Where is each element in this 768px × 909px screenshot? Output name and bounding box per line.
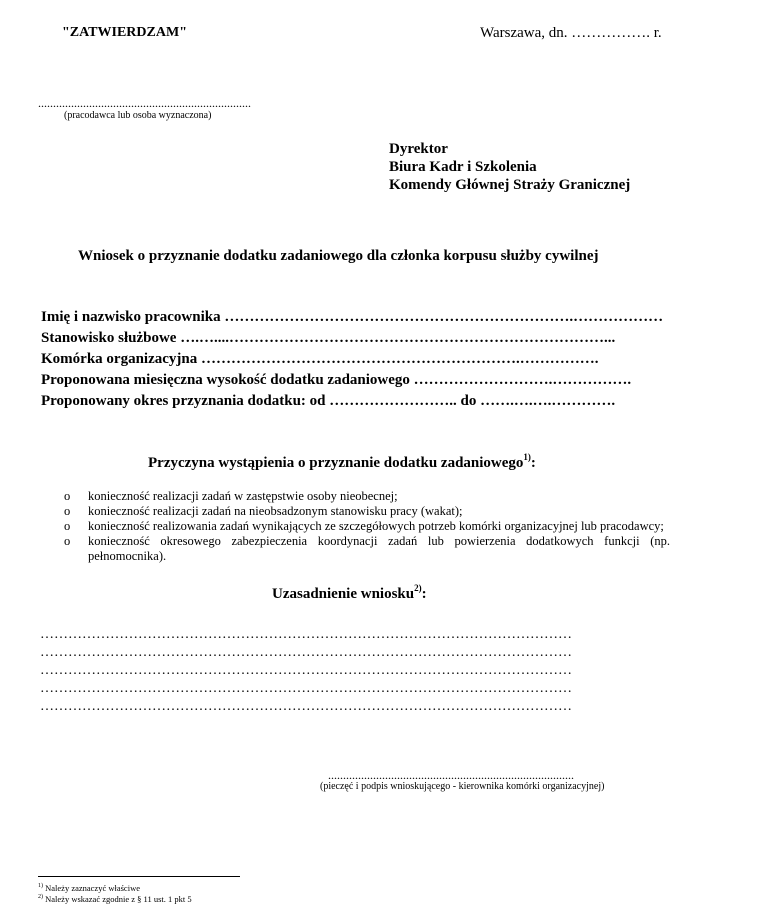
field-organizational-unit[interactable]: Komórka organizacyjna ……………………………………………………….……………. bbox=[41, 351, 599, 367]
justification-colon: : bbox=[421, 586, 427, 602]
addressee-line-1: Dyrektor bbox=[389, 141, 448, 157]
addressee-line-2: Biura Kadr i Szkolenia bbox=[389, 159, 537, 175]
justification-line[interactable]: …………………………………………………………………………………………………… bbox=[40, 699, 572, 714]
employer-signature-line: ....................................................................... bbox=[38, 96, 251, 110]
justification-line[interactable]: …………………………………………………………………………………………………… bbox=[40, 663, 572, 678]
footnote-2-ref: 2) bbox=[38, 894, 43, 901]
addressee-block bbox=[389, 140, 630, 194]
employer-signature-caption: (pracodawca lub osoba wyznaczona) bbox=[64, 110, 212, 121]
justification-line[interactable]: …………………………………………………………………………………………………… bbox=[40, 627, 572, 642]
reason-option-text: konieczność realizacji zadań w zastępstwie osoby nieobecnej; bbox=[88, 489, 398, 503]
reason-option[interactable] bbox=[64, 519, 670, 534]
field-proposed-period[interactable]: Proponowany okres przyznania dodatku: od …………………….. do …….….….…………. bbox=[41, 393, 616, 409]
footnote-1-text: Należy zaznaczyć właściwe bbox=[43, 883, 140, 893]
footnote-1 bbox=[38, 883, 140, 893]
justification-heading-text: Uzasadnienie wniosku bbox=[272, 586, 415, 602]
reason-option[interactable] bbox=[64, 489, 670, 504]
footnote-2-text: Należy wskazać zgodnie z § 11 ust. 1 pkt 5 bbox=[43, 894, 192, 904]
field-employee-name[interactable]: Imię i nazwisko pracownika …………………………………………………………….……………… bbox=[41, 309, 664, 325]
place-date: Warszawa, dn. ……………. r. bbox=[480, 25, 662, 41]
stamp-signature-caption: (pieczęć i podpis wnioskującego - kierownika komórki organizacyjnej) bbox=[320, 781, 605, 792]
reason-option-text: konieczność realizowania zadań wynikających ze szczegółowych potrzeb komórki organizacyjnej lub pracodawcy; bbox=[88, 519, 664, 533]
reason-heading-text: Przyczyna wystąpienia o przyznanie dodatku zadaniowego bbox=[148, 455, 524, 471]
footnote-2 bbox=[38, 894, 192, 904]
justification-heading bbox=[272, 583, 427, 603]
field-position[interactable]: Stanowisko służbowe ….…....…………………………………………………………………... bbox=[41, 330, 616, 346]
justification-footnote-ref: 2) bbox=[414, 583, 422, 593]
footnote-1-ref: 1) bbox=[38, 883, 43, 890]
form-fields bbox=[41, 307, 663, 412]
circle-bullet-icon[interactable]: o bbox=[64, 504, 71, 518]
reason-option-text: konieczność realizacji zadań na nieobsadzonym stanowisku pracy (wakat); bbox=[88, 504, 463, 518]
footnote-divider bbox=[38, 876, 240, 877]
circle-bullet-icon[interactable]: o bbox=[64, 489, 71, 503]
reason-option[interactable] bbox=[64, 534, 670, 564]
field-proposed-amount[interactable]: Proponowana miesięczna wysokość dodatku zadaniowego ……………………….……………. bbox=[41, 372, 632, 388]
reason-options bbox=[64, 489, 670, 564]
stamp-signature-line: .................................................................................. bbox=[328, 768, 574, 782]
document-title: Wniosek o przyznanie dodatku zadaniowego dla członka korpusu służby cywilnej bbox=[78, 248, 599, 264]
reason-colon: : bbox=[530, 455, 536, 471]
justification-lines bbox=[40, 626, 572, 716]
addressee-line-3: Komendy Głównej Straży Granicznej bbox=[389, 177, 631, 193]
circle-bullet-icon[interactable]: o bbox=[64, 519, 71, 533]
circle-bullet-icon[interactable]: o bbox=[64, 534, 71, 548]
reason-footnote-ref: 1) bbox=[523, 452, 531, 462]
justification-line[interactable]: …………………………………………………………………………………………………… bbox=[40, 645, 572, 660]
reason-option-text: konieczność okresowego zabezpieczenia koordynacji zadań lub powierzenia dodatkowych funkcji (np. pełnomocnika). bbox=[88, 534, 670, 563]
justification-line[interactable]: …………………………………………………………………………………………………… bbox=[40, 681, 572, 696]
approval-label: "ZATWIERDZAM" bbox=[62, 25, 187, 40]
reason-option[interactable] bbox=[64, 504, 670, 519]
reason-heading bbox=[148, 452, 536, 472]
